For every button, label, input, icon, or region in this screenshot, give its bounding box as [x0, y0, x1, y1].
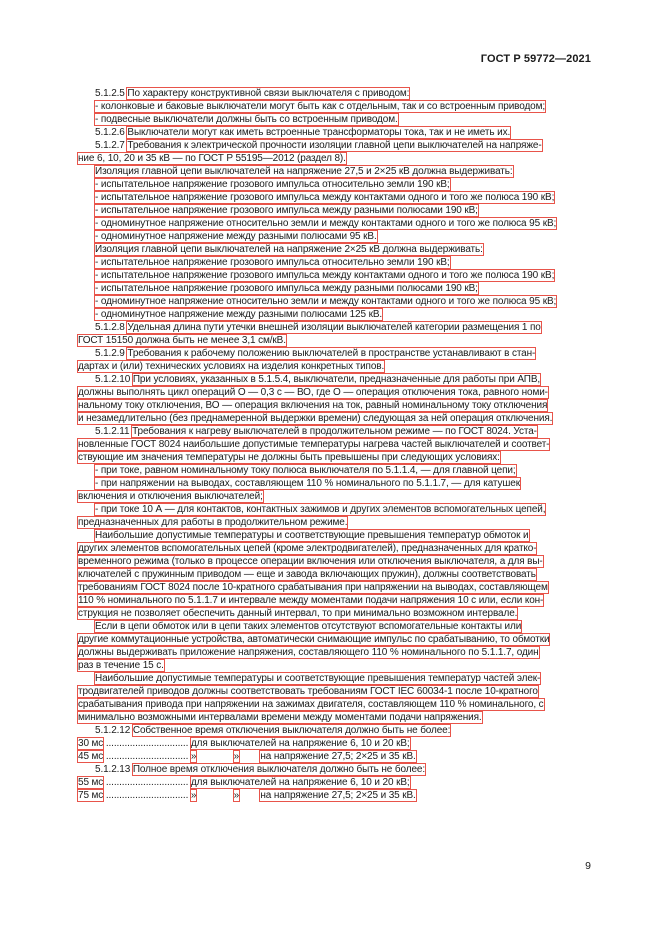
highlighted-text-segment: раз в течение 15 с.	[78, 660, 164, 671]
text-line	[78, 763, 591, 776]
text-segment	[239, 751, 260, 762]
text-line	[78, 295, 591, 308]
text-segment: 5.1.2.6	[95, 127, 128, 138]
highlighted-text-segment: Удельная длина пути утечки внешней изоляции выключателей категории размещения 1 по	[127, 322, 541, 333]
highlighted-text-segment: новленные ГОСТ 8024 наибольшие допустимые температуры нагрева частей выключателей и соответ-	[78, 439, 550, 450]
highlighted-text-segment: ГОСТ 15150 должна быть не менее 3,1 см/кВ.	[78, 335, 286, 346]
highlighted-text-segment: - при напряжении на выводах, составляющем 110 % номинального по 5.1.1.7, — для катушек	[95, 478, 520, 489]
text-line	[78, 529, 591, 542]
highlighted-text-segment: Если в цепи обмоток или в цепи таких элементов отсутствуют вспомогательные контакты или	[95, 621, 522, 632]
highlighted-text-segment: - одноминутное напряжение между разными полюсами 95 кВ.	[95, 231, 377, 242]
document-body	[78, 87, 591, 802]
text-segment: ...............................	[103, 751, 191, 762]
text-line	[78, 685, 591, 698]
text-segment: 5.1.2.7	[95, 140, 128, 151]
text-line	[78, 477, 591, 490]
highlighted-text-segment: должны выполнять цикл операций О — 0,3 с — ВО, где О — операция отключения тока, равного номи-	[78, 387, 548, 398]
text-line	[78, 87, 591, 100]
highlighted-text-segment: - одноминутное напряжение относительно земли и между контактами одного и того же полюса 95 кВ;	[95, 296, 557, 307]
highlighted-text-segment: - колонковые и баковые выключатели могут быть как с отдельным, так и со встроенным приводом;	[95, 101, 546, 112]
highlighted-text-segment: 30 мс	[78, 738, 104, 749]
highlighted-text-segment: ключателей с пружинным приводом — еще и завода включающих пружин), должны соответствовать	[78, 569, 536, 580]
text-line	[78, 542, 591, 555]
highlighted-text-segment: - при токе 10 А — для контактов, контактных зажимов и других элементов вспомогательных цепей,	[95, 504, 546, 515]
highlighted-text-segment: ствующие им значения температуры не должны быть превышены при следующих условиях:	[78, 452, 500, 463]
text-line	[78, 698, 591, 711]
text-line	[78, 152, 591, 165]
highlighted-text-segment: дартах и (или) технических условиях на изделия конкретных типов.	[78, 361, 385, 372]
text-segment: 5.1.2.13	[95, 764, 133, 775]
text-line	[78, 737, 591, 750]
text-line	[78, 373, 591, 386]
highlighted-text-segment: - испытательное напряжение грозового импульса относительно земли 190 кВ;	[95, 257, 450, 268]
highlighted-text-segment: По характеру конструктивной связи выключателя с приводом:	[127, 88, 410, 99]
text-line	[78, 750, 591, 763]
text-line	[78, 503, 591, 516]
highlighted-text-segment: 75 мс	[78, 790, 104, 801]
text-line	[78, 711, 591, 724]
highlighted-text-segment: срабатывания привода при напряжении на зажимах двигателя, составляющем 110 % номинального, с	[78, 699, 544, 710]
text-line	[78, 516, 591, 529]
highlighted-text-segment: и незамедлительно (без преднамеренной выдержки времени) следующая за ней операция отключения.	[78, 413, 553, 424]
text-line	[78, 386, 591, 399]
highlighted-text-segment: требованиям ГОСТ 8024 после 10-кратного срабатывания при напряжении на выводах, составляющем	[78, 582, 548, 593]
highlighted-text-segment: включения и отключения выключателей;	[78, 491, 263, 502]
text-line	[78, 672, 591, 685]
highlighted-text-segment: - одноминутное напряжение относительно земли и между контактами одного и того же полюса 95 кВ;	[95, 218, 557, 229]
highlighted-text-segment: 55 мс	[78, 777, 104, 788]
text-line	[78, 724, 591, 737]
highlighted-text-segment: При условиях, указанных в 5.1.5.4, выключатели, предназначенные для работы при АПВ,	[132, 374, 541, 385]
text-line	[78, 165, 591, 178]
text-line	[78, 412, 591, 425]
text-segment: ...............................	[103, 777, 191, 788]
text-segment: 5.1.2.11	[95, 426, 133, 437]
text-line	[78, 789, 591, 802]
text-line	[78, 178, 591, 191]
text-line	[78, 555, 591, 568]
text-line	[78, 334, 591, 347]
highlighted-text-segment: - испытательное напряжение грозового импульса между разными полюсами 190 кВ;	[95, 205, 478, 216]
text-line	[78, 139, 591, 152]
highlighted-text-segment: струкция не позволяет обеспечить данный интервал, то при минимально возможном интервале.	[78, 608, 518, 619]
text-line	[78, 646, 591, 659]
highlighted-text-segment: - подвесные выключатели должны быть со встроенным приводом.	[95, 114, 398, 125]
highlighted-text-segment: минимально возможными интервалами времени между моментами подачи напряжения.	[78, 712, 482, 723]
highlighted-text-segment: 110 % номинального по 5.1.1.7 и интервале между моментами подачи напряжения 10 с или, если кон-	[78, 595, 544, 606]
highlighted-text-segment: - испытательное напряжение грозового импульса между разными полюсами 190 кВ;	[95, 283, 478, 294]
highlighted-text-segment: для выключателей на напряжение 6, 10 и 20 кВ;	[190, 738, 410, 749]
text-line	[78, 438, 591, 451]
highlighted-text-segment: »	[233, 790, 240, 801]
highlighted-text-segment: Требования к нагреву выключателей в продолжительном режиме — по ГОСТ 8024. Уста-	[132, 426, 537, 437]
text-line	[78, 269, 591, 282]
text-line	[78, 347, 591, 360]
highlighted-text-segment: Наибольшие допустимые температуры и соответствующие превышения температур обмоток и	[95, 530, 529, 541]
highlighted-text-segment: других элементов вспомогательных цепей (кроме электродвигателей), предназначенных для кратко-	[78, 543, 537, 554]
highlighted-text-segment: предназначенных для работы в продолжительном режиме.	[78, 517, 348, 528]
text-line	[78, 191, 591, 204]
document-code-header: ГОСТ Р 59772—2021	[480, 53, 591, 65]
text-line	[78, 308, 591, 321]
highlighted-text-segment: Изоляция главной цепи выключателей на напряжение 27,5 и 2×25 кВ должна выдерживать:	[95, 166, 513, 177]
page-number: 9	[585, 860, 591, 872]
highlighted-text-segment: Выключатели могут как иметь встроенные трансформаторы тока, так и не иметь их.	[127, 127, 511, 138]
text-line	[78, 594, 591, 607]
highlighted-text-segment: Наибольшие допустимые температуры и соответствующие превышения температур частей элек-	[95, 673, 541, 684]
text-line	[78, 217, 591, 230]
text-segment	[196, 790, 233, 801]
text-segment: 5.1.2.10	[95, 374, 133, 385]
text-segment	[239, 790, 260, 801]
highlighted-text-segment: - испытательное напряжение грозового импульса между контактами одного и того же полюса 190 кВ;	[95, 270, 555, 281]
text-line	[78, 581, 591, 594]
text-line	[78, 282, 591, 295]
text-line	[78, 256, 591, 269]
highlighted-text-segment: Изоляция главной цепи выключателей на напряжение 2×25 кВ должна выдерживать:	[95, 244, 483, 255]
highlighted-text-segment: другие коммутационные устройства, автоматически снимающие импульс по срабатыванию, то обмотки	[78, 634, 550, 645]
text-line	[78, 243, 591, 256]
text-segment: 5.1.2.9	[95, 348, 128, 359]
text-line	[78, 126, 591, 139]
highlighted-text-segment: на напряжение 27,5; 2×25 и 35 кВ.	[260, 751, 416, 762]
text-line	[78, 776, 591, 789]
text-line	[78, 204, 591, 217]
highlighted-text-segment: - испытательное напряжение грозового импульса между контактами одного и того же полюса 190 кВ;	[95, 192, 555, 203]
highlighted-text-segment: нальному току отключения, ВО — операция включения на ток, равный номинальному току отключения	[78, 400, 548, 411]
highlighted-text-segment: »	[190, 790, 197, 801]
text-segment: ...............................	[103, 738, 191, 749]
highlighted-text-segment: »	[190, 751, 197, 762]
text-segment: 5.1.2.5	[95, 88, 128, 99]
highlighted-text-segment: - одноминутное напряжение между разными полюсами 125 кВ.	[95, 309, 383, 320]
highlighted-text-segment: Полное время отключения выключателя должно быть не более:	[132, 764, 425, 775]
highlighted-text-segment: тродвигателей приводов должны соответствовать требованиям ГОСТ IEC 60034-1 после 10-кратного	[78, 686, 538, 697]
highlighted-text-segment: на напряжение 27,5; 2×25 и 35 кВ.	[260, 790, 416, 801]
text-line	[78, 425, 591, 438]
text-line	[78, 399, 591, 412]
text-line	[78, 230, 591, 243]
text-line	[78, 490, 591, 503]
text-line	[78, 659, 591, 672]
text-line	[78, 607, 591, 620]
text-line	[78, 113, 591, 126]
text-line	[78, 633, 591, 646]
highlighted-text-segment: 45 мс	[78, 751, 104, 762]
highlighted-text-segment: Требования к рабочему положению выключателей в пространстве устанавливают в стан-	[127, 348, 536, 359]
text-line	[78, 321, 591, 334]
highlighted-text-segment: должны выдерживать приложение напряжения, составляющего 110 % номинального по 5.1.1.7, один	[78, 647, 539, 658]
text-segment: ...............................	[103, 790, 191, 801]
text-line	[78, 360, 591, 373]
text-line	[78, 568, 591, 581]
highlighted-text-segment: для выключателей на напряжение 6, 10 и 20 кВ;	[190, 777, 410, 788]
text-segment: 5.1.2.12	[95, 725, 133, 736]
highlighted-text-segment: - испытательное напряжение грозового импульса относительно земли 190 кВ;	[95, 179, 450, 190]
text-line	[78, 464, 591, 477]
highlighted-text-segment: Собственное время отключения выключателя должно быть не более:	[132, 725, 451, 736]
text-segment: 5.1.2.8	[95, 322, 128, 333]
text-line	[78, 620, 591, 633]
highlighted-text-segment: Требования к электрической прочности изоляции главной цепи выключателей на напряже-	[127, 140, 542, 151]
highlighted-text-segment: временного режима (только в процессе операции включения или отключения выключателя, а для вы-	[78, 556, 543, 567]
highlighted-text-segment: »	[233, 751, 240, 762]
highlighted-text-segment: - при токе, равном номинальному току полюса выключателя по 5.1.1.4, — для главной цепи;	[95, 465, 516, 476]
text-line	[78, 451, 591, 464]
text-segment	[196, 751, 233, 762]
highlighted-text-segment: ние 6, 10, 20 и 35 кВ — по ГОСТ Р 55195—2012 (раздел 8).	[78, 153, 346, 164]
text-line	[78, 100, 591, 113]
